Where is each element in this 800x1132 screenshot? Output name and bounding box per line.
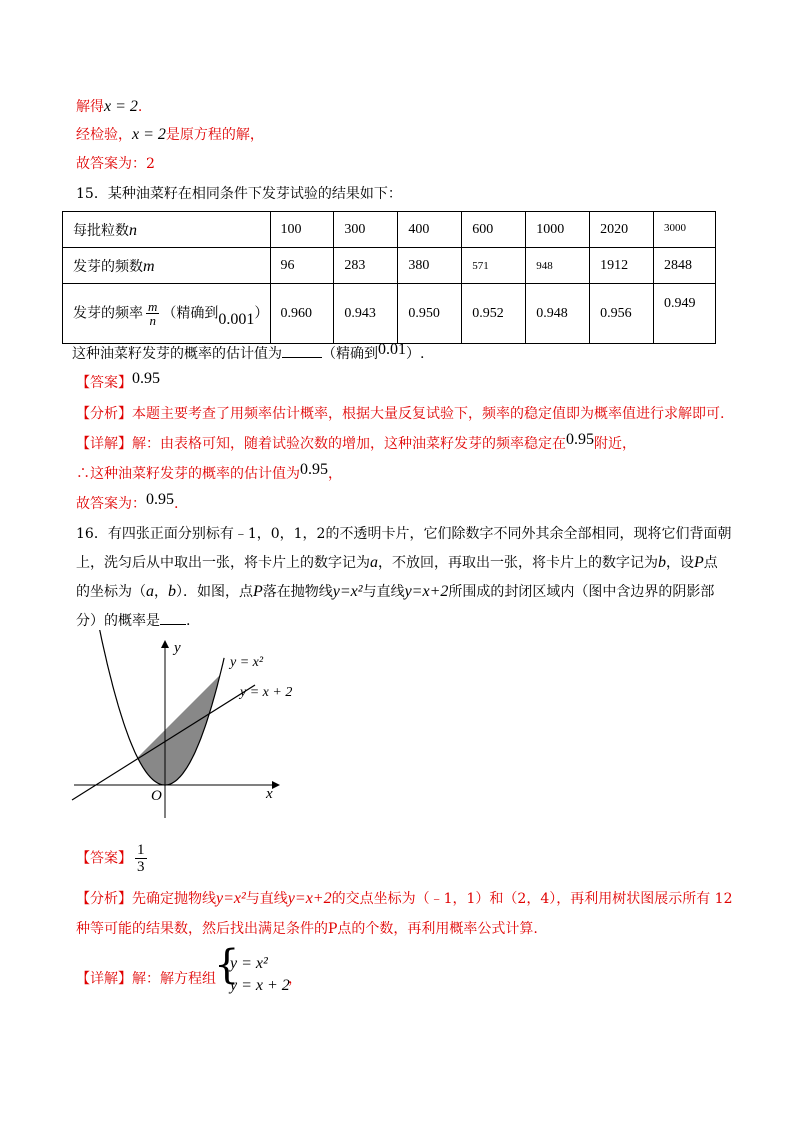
table-cell: 2848 — [654, 248, 716, 284]
line-label: y = x + 2 — [240, 685, 293, 700]
table-cell: 1000 — [526, 212, 590, 248]
q16-line4: 分）的概率是 . — [76, 610, 190, 632]
table-row-label: 发芽的频率 $\frac{m}{n}$ （精确到0.001） — [63, 284, 271, 344]
system-equation-2: y = x + 2 — [230, 977, 290, 994]
q15-analysis: 【分析】本题主要考查了用频率估计概率，根据大量反复试验下，频率的稳定值即为概率值进行求解即可. — [76, 406, 725, 422]
q15-detail: 【详解】解：由表格可知，随着试验次数的增加，这种油菜籽发芽的频率稳定在0.95附近， — [76, 431, 636, 452]
q15-final: 故答案为：0.95. — [76, 491, 179, 512]
check-prefix: 经检验， — [76, 127, 132, 143]
germination-table — [62, 211, 716, 344]
table-cell: 300 — [334, 212, 398, 248]
q15-question: 这种油菜籽发芽的概率的估计值为 （精确到0.01）. — [72, 341, 425, 362]
system-end: ， — [288, 971, 302, 987]
table-cell: 948 — [526, 248, 590, 284]
frequency-fraction: $\frac{m}{n}$ — [148, 299, 158, 328]
table-cell: 380 — [398, 248, 462, 284]
solve-equation: x = 2 — [104, 98, 138, 115]
q16-analysis-line2: 种等可能的结果数，然后找出满足条件的P点的个数，再利用概率公式计算. — [76, 921, 538, 937]
q16-detail: 【详解】解：解方程组 — [76, 971, 216, 987]
y-axis-label: y — [174, 640, 181, 656]
q16-line3: 的坐标为（a，b）．如图，点P落在抛物线y=x²与直线y=x+2所围成的封闭区域内（图中含边界的阴影部 — [76, 583, 715, 600]
intro-answer-line: 故答案为：2 — [76, 156, 155, 172]
table-cell: 3000 — [654, 212, 716, 248]
answer-blank — [282, 343, 322, 358]
x-axis-label: x — [266, 786, 273, 802]
q16-analysis: 【分析】先确定抛物线y=x²与直线y=x+2的交点坐标为（﹣1，1）和（2，4），再利用树状图展示所有 12 — [76, 890, 733, 907]
q16-line2: 上，洗匀后从中取出一张，将卡片上的数字记为a，不放回，再取出一张，将卡片上的数字记为b，设P点 — [76, 554, 718, 571]
check-suffix: 是原方程的解， — [165, 127, 264, 143]
solve-suffix: . — [137, 99, 143, 115]
table-cell: 0.948 — [526, 284, 590, 344]
parabola-line-figure — [60, 630, 310, 820]
origin-label: O — [151, 788, 162, 804]
table-cell: 0.943 — [334, 284, 398, 344]
q15-answer: 【答案】0.95 — [76, 370, 160, 391]
q16-line1: 16．有四张正面分别标有﹣1，0，1，2的不透明卡片，它们除数字不同外其余全部相同，现将它们背面朝 — [76, 526, 732, 542]
table-row-label: 发芽的频数m — [63, 248, 271, 284]
answer-blank — [160, 610, 186, 625]
table-row — [63, 284, 716, 344]
table-row-label: 每批粒数n — [63, 212, 271, 248]
q16-answer: 【答案】 $\frac{1}{3}$ — [76, 842, 145, 875]
table-cell: 0.960 — [270, 284, 334, 344]
system-equation-1: y = x² — [230, 955, 268, 972]
solve-line — [76, 96, 142, 118]
table-cell: 0.950 — [398, 284, 462, 344]
table-cell: 400 — [398, 212, 462, 248]
table-cell: 571 — [462, 248, 526, 284]
check-line — [76, 124, 264, 146]
q15-stem: 15．某种油菜籽在相同条件下发芽试验的结果如下： — [76, 186, 402, 202]
table-row — [63, 248, 716, 284]
check-equation: x = 2 — [132, 126, 166, 143]
table-cell: 96 — [270, 248, 334, 284]
table-cell: 2020 — [590, 212, 654, 248]
table-row — [63, 212, 716, 248]
table-cell: 0.956 — [590, 284, 654, 344]
table-cell: 0.952 — [462, 284, 526, 344]
table-cell: 0.949 — [654, 284, 716, 344]
answer-fraction: $\frac{1}{3}$ — [137, 842, 145, 875]
table-cell: 283 — [334, 248, 398, 284]
table-cell: 1912 — [590, 248, 654, 284]
shaded-area — [138, 675, 221, 785]
solve-prefix: 解得 — [76, 99, 104, 115]
parabola-label: y = x² — [230, 655, 264, 670]
table-cell: 600 — [462, 212, 526, 248]
q15-therefore: ∴这种油菜籽发芽的概率的估计值为0.95， — [76, 461, 342, 482]
table-cell: 100 — [270, 212, 334, 248]
